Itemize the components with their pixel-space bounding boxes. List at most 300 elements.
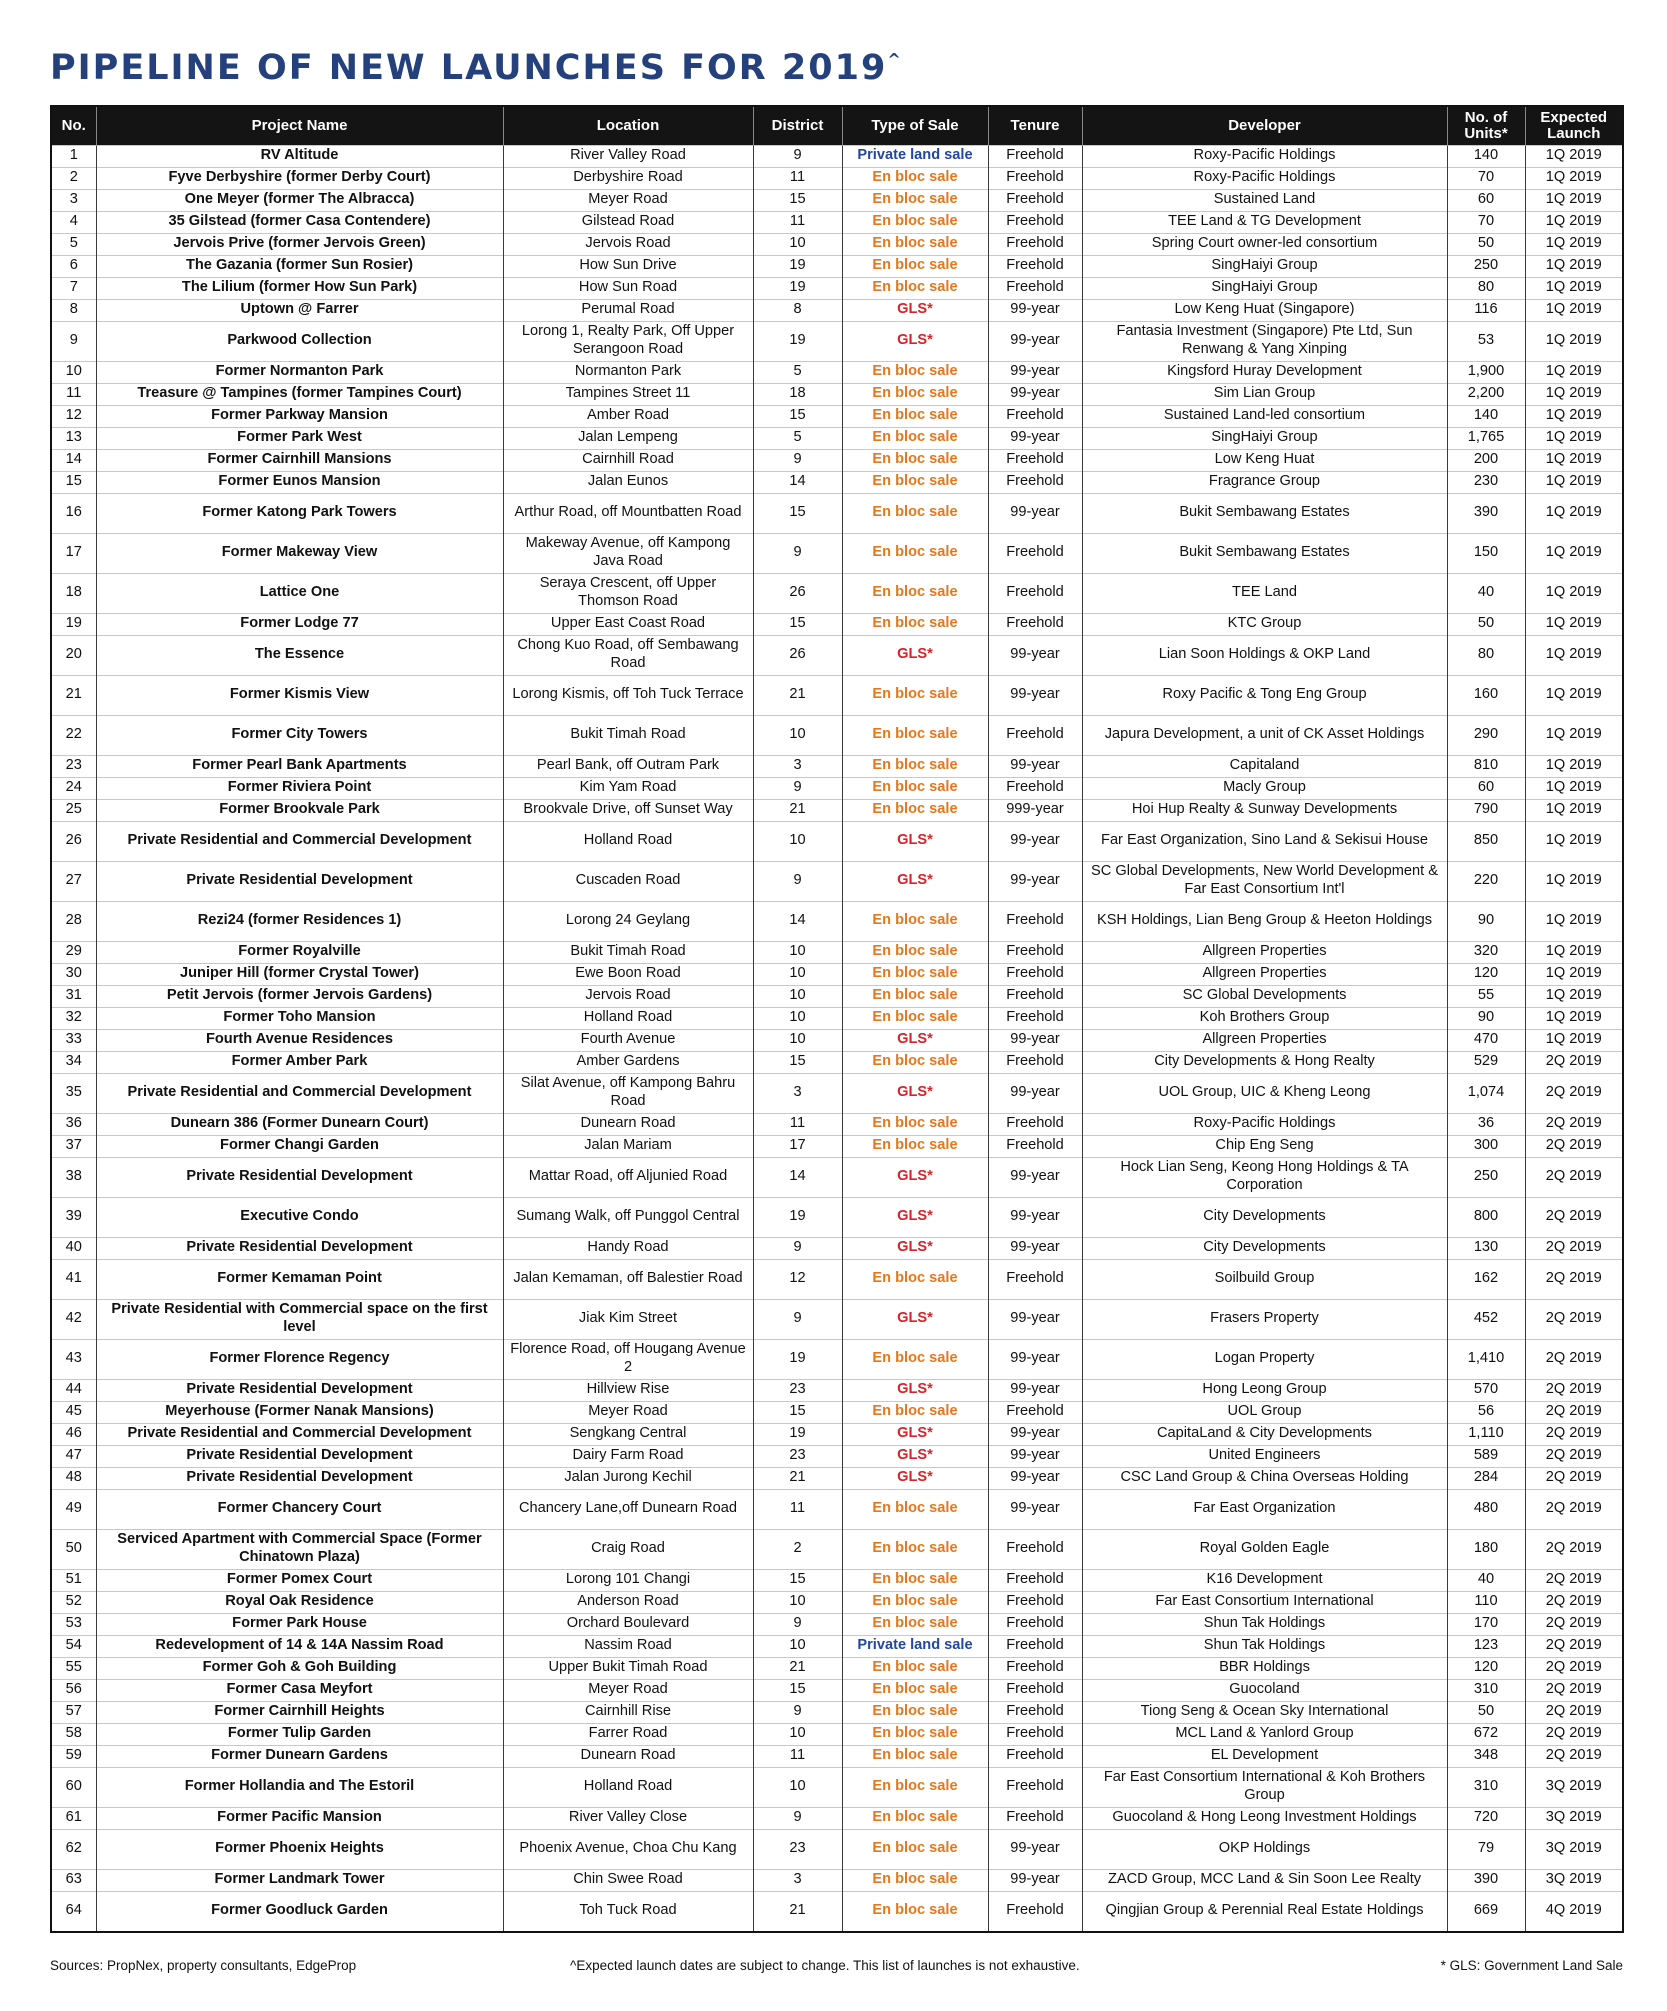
- cell-units: 36: [1447, 1113, 1525, 1135]
- cell-type-of-sale: En bloc sale: [842, 167, 988, 189]
- cell-expected-launch: 2Q 2019: [1525, 1339, 1622, 1379]
- cell-project-name: Dunearn 386 (Former Dunearn Court): [96, 1113, 503, 1135]
- cell-location: Kim Yam Road: [503, 777, 753, 799]
- cell-location: Holland Road: [503, 1767, 753, 1807]
- cell-project-name: Royal Oak Residence: [96, 1591, 503, 1613]
- table-row: [52, 1157, 1622, 1197]
- cell-type-of-sale: GLS*: [842, 1029, 988, 1051]
- table-row: [52, 189, 1622, 211]
- cell-no: 19: [52, 613, 96, 635]
- cell-project-name: Fyve Derbyshire (former Derby Court): [96, 167, 503, 189]
- cell-developer: Roxy-Pacific Holdings: [1082, 167, 1447, 189]
- cell-no: 61: [52, 1807, 96, 1829]
- cell-type-of-sale: En bloc sale: [842, 985, 988, 1007]
- cell-developer: Sim Lian Group: [1082, 383, 1447, 405]
- cell-tenure: 99-year: [988, 299, 1082, 321]
- cell-expected-launch: 1Q 2019: [1525, 471, 1622, 493]
- cell-project-name: Former Pomex Court: [96, 1569, 503, 1591]
- cell-type-of-sale: En bloc sale: [842, 675, 988, 715]
- cell-type-of-sale: En bloc sale: [842, 1339, 988, 1379]
- cell-developer: SingHaiyi Group: [1082, 255, 1447, 277]
- cell-developer: City Developments & Hong Realty: [1082, 1051, 1447, 1073]
- cell-units: 162: [1447, 1259, 1525, 1299]
- cell-location: Cuscaden Road: [503, 861, 753, 901]
- cell-units: 850: [1447, 821, 1525, 861]
- cell-no: 39: [52, 1197, 96, 1237]
- cell-location: Lorong Kismis, off Toh Tuck Terrace: [503, 675, 753, 715]
- cell-tenure: 99-year: [988, 361, 1082, 383]
- cell-expected-launch: 1Q 2019: [1525, 299, 1622, 321]
- cell-expected-launch: 2Q 2019: [1525, 1635, 1622, 1657]
- table-row: [52, 321, 1622, 361]
- cell-tenure: Freehold: [988, 1723, 1082, 1745]
- cell-developer: Chip Eng Seng: [1082, 1135, 1447, 1157]
- cell-location: Sumang Walk, off Punggol Central: [503, 1197, 753, 1237]
- cell-developer: Capitaland: [1082, 755, 1447, 777]
- cell-district: 10: [753, 963, 842, 985]
- cell-developer: SingHaiyi Group: [1082, 277, 1447, 299]
- cell-tenure: 99-year: [988, 1869, 1082, 1891]
- cell-type-of-sale: En bloc sale: [842, 471, 988, 493]
- cell-units: 1,765: [1447, 427, 1525, 449]
- cell-no: 47: [52, 1445, 96, 1467]
- footer-sources: Sources: PropNex, property consultants, EdgeProp: [50, 1958, 357, 1973]
- cell-expected-launch: 2Q 2019: [1525, 1569, 1622, 1591]
- cell-developer: Soilbuild Group: [1082, 1259, 1447, 1299]
- cell-units: 70: [1447, 167, 1525, 189]
- cell-location: Jervois Road: [503, 233, 753, 255]
- cell-expected-launch: 1Q 2019: [1525, 255, 1622, 277]
- cell-project-name: Former Toho Mansion: [96, 1007, 503, 1029]
- cell-district: 3: [753, 1073, 842, 1113]
- cell-no: 31: [52, 985, 96, 1007]
- cell-type-of-sale: En bloc sale: [842, 1007, 988, 1029]
- cell-type-of-sale: En bloc sale: [842, 963, 988, 985]
- cell-tenure: Freehold: [988, 1529, 1082, 1569]
- page-title: PIPELINE OF NEW LAUNCHES FOR 2019^: [50, 48, 903, 88]
- cell-expected-launch: 3Q 2019: [1525, 1767, 1622, 1807]
- cell-district: 11: [753, 167, 842, 189]
- header-units: No. of Units*: [1447, 107, 1525, 145]
- cell-expected-launch: 2Q 2019: [1525, 1135, 1622, 1157]
- cell-project-name: Former Park House: [96, 1613, 503, 1635]
- cell-units: 529: [1447, 1051, 1525, 1073]
- cell-location: Florence Road, off Hougang Avenue 2: [503, 1339, 753, 1379]
- cell-units: 672: [1447, 1723, 1525, 1745]
- table-row: [52, 1701, 1622, 1723]
- cell-units: 390: [1447, 1869, 1525, 1891]
- cell-tenure: Freehold: [988, 715, 1082, 755]
- cell-expected-launch: 1Q 2019: [1525, 715, 1622, 755]
- cell-location: Jalan Lempeng: [503, 427, 753, 449]
- table-row: [52, 405, 1622, 427]
- cell-developer: CapitaLand & City Developments: [1082, 1423, 1447, 1445]
- table-row: [52, 145, 1622, 167]
- cell-district: 9: [753, 861, 842, 901]
- table-row: [52, 613, 1622, 635]
- cell-type-of-sale: En bloc sale: [842, 1767, 988, 1807]
- cell-developer: BBR Holdings: [1082, 1657, 1447, 1679]
- cell-type-of-sale: En bloc sale: [842, 533, 988, 573]
- cell-location: Lorong 1, Realty Park, Off Upper Serangoon Road: [503, 321, 753, 361]
- table-row: [52, 1401, 1622, 1423]
- cell-district: 2: [753, 1529, 842, 1569]
- cell-units: 810: [1447, 755, 1525, 777]
- cell-no: 7: [52, 277, 96, 299]
- cell-type-of-sale: GLS*: [842, 1157, 988, 1197]
- cell-no: 44: [52, 1379, 96, 1401]
- cell-project-name: Fourth Avenue Residences: [96, 1029, 503, 1051]
- cell-type-of-sale: En bloc sale: [842, 277, 988, 299]
- cell-no: 35: [52, 1073, 96, 1113]
- cell-tenure: 99-year: [988, 1445, 1082, 1467]
- cell-project-name: Private Residential Development: [96, 861, 503, 901]
- cell-expected-launch: 2Q 2019: [1525, 1467, 1622, 1489]
- cell-units: 56: [1447, 1401, 1525, 1423]
- cell-location: Toh Tuck Road: [503, 1891, 753, 1931]
- cell-developer: EL Development: [1082, 1745, 1447, 1767]
- cell-project-name: Former Amber Park: [96, 1051, 503, 1073]
- cell-units: 150: [1447, 533, 1525, 573]
- table-row: [52, 1723, 1622, 1745]
- cell-project-name: Former Cairnhill Heights: [96, 1701, 503, 1723]
- cell-tenure: 99-year: [988, 1467, 1082, 1489]
- cell-location: Amber Road: [503, 405, 753, 427]
- cell-district: 19: [753, 277, 842, 299]
- cell-type-of-sale: En bloc sale: [842, 493, 988, 533]
- cell-location: Cairnhill Rise: [503, 1701, 753, 1723]
- cell-tenure: Freehold: [988, 145, 1082, 167]
- cell-developer: OKP Holdings: [1082, 1829, 1447, 1869]
- cell-type-of-sale: GLS*: [842, 1237, 988, 1259]
- cell-location: Derbyshire Road: [503, 167, 753, 189]
- cell-expected-launch: 1Q 2019: [1525, 145, 1622, 167]
- cell-developer: Far East Consortium International & Koh Brothers Group: [1082, 1767, 1447, 1807]
- cell-project-name: Former Dunearn Gardens: [96, 1745, 503, 1767]
- cell-developer: United Engineers: [1082, 1445, 1447, 1467]
- cell-expected-launch: 2Q 2019: [1525, 1701, 1622, 1723]
- cell-no: 2: [52, 167, 96, 189]
- cell-district: 10: [753, 821, 842, 861]
- table-row: [52, 471, 1622, 493]
- header-project-name: Project Name: [96, 107, 503, 145]
- cell-tenure: 99-year: [988, 1157, 1082, 1197]
- cell-developer: KSH Holdings, Lian Beng Group & Heeton Holdings: [1082, 901, 1447, 941]
- cell-district: 23: [753, 1829, 842, 1869]
- cell-no: 10: [52, 361, 96, 383]
- cell-developer: Far East Organization: [1082, 1489, 1447, 1529]
- cell-no: 14: [52, 449, 96, 471]
- cell-location: Sengkang Central: [503, 1423, 753, 1445]
- cell-tenure: 99-year: [988, 1237, 1082, 1259]
- cell-project-name: Former Hollandia and The Estoril: [96, 1767, 503, 1807]
- cell-no: 17: [52, 533, 96, 573]
- cell-units: 250: [1447, 1157, 1525, 1197]
- table-row: [52, 1891, 1622, 1931]
- cell-district: 15: [753, 405, 842, 427]
- cell-expected-launch: 1Q 2019: [1525, 449, 1622, 471]
- cell-no: 51: [52, 1569, 96, 1591]
- cell-no: 64: [52, 1891, 96, 1931]
- cell-location: Seraya Crescent, off Upper Thomson Road: [503, 573, 753, 613]
- cell-no: 9: [52, 321, 96, 361]
- cell-expected-launch: 1Q 2019: [1525, 233, 1622, 255]
- cell-units: 123: [1447, 1635, 1525, 1657]
- cell-tenure: Freehold: [988, 1613, 1082, 1635]
- cell-district: 10: [753, 1029, 842, 1051]
- header-district: District: [753, 107, 842, 145]
- cell-type-of-sale: GLS*: [842, 1197, 988, 1237]
- cell-tenure: 99-year: [988, 1029, 1082, 1051]
- cell-location: Phoenix Avenue, Choa Chu Kang: [503, 1829, 753, 1869]
- cell-tenure: 99-year: [988, 1489, 1082, 1529]
- cell-district: 11: [753, 1113, 842, 1135]
- cell-units: 589: [1447, 1445, 1525, 1467]
- cell-tenure: 99-year: [988, 821, 1082, 861]
- cell-district: 10: [753, 941, 842, 963]
- cell-units: 790: [1447, 799, 1525, 821]
- cell-developer: Low Keng Huat: [1082, 449, 1447, 471]
- cell-location: Jiak Kim Street: [503, 1299, 753, 1339]
- cell-expected-launch: 1Q 2019: [1525, 321, 1622, 361]
- cell-developer: Allgreen Properties: [1082, 963, 1447, 985]
- cell-type-of-sale: En bloc sale: [842, 613, 988, 635]
- cell-location: Chong Kuo Road, off Sembawang Road: [503, 635, 753, 675]
- cell-type-of-sale: En bloc sale: [842, 1051, 988, 1073]
- cell-expected-launch: 1Q 2019: [1525, 211, 1622, 233]
- cell-units: 55: [1447, 985, 1525, 1007]
- cell-tenure: Freehold: [988, 963, 1082, 985]
- cell-location: Ewe Boon Road: [503, 963, 753, 985]
- cell-tenure: Freehold: [988, 573, 1082, 613]
- cell-units: 300: [1447, 1135, 1525, 1157]
- cell-expected-launch: 2Q 2019: [1525, 1299, 1622, 1339]
- cell-units: 40: [1447, 573, 1525, 613]
- cell-units: 310: [1447, 1679, 1525, 1701]
- cell-expected-launch: 1Q 2019: [1525, 821, 1622, 861]
- cell-units: 110: [1447, 1591, 1525, 1613]
- cell-type-of-sale: En bloc sale: [842, 1679, 988, 1701]
- cell-developer: Allgreen Properties: [1082, 1029, 1447, 1051]
- header-developer: Developer: [1082, 107, 1447, 145]
- cell-developer: TEE Land & TG Development: [1082, 211, 1447, 233]
- cell-project-name: Private Residential and Commercial Development: [96, 1073, 503, 1113]
- cell-no: 53: [52, 1613, 96, 1635]
- cell-no: 22: [52, 715, 96, 755]
- cell-units: 120: [1447, 963, 1525, 985]
- cell-project-name: Former Landmark Tower: [96, 1869, 503, 1891]
- cell-district: 21: [753, 799, 842, 821]
- cell-units: 140: [1447, 145, 1525, 167]
- cell-expected-launch: 2Q 2019: [1525, 1401, 1622, 1423]
- cell-district: 15: [753, 613, 842, 635]
- cell-expected-launch: 1Q 2019: [1525, 755, 1622, 777]
- cell-no: 36: [52, 1113, 96, 1135]
- table-row: [52, 963, 1622, 985]
- cell-developer: Qingjian Group & Perennial Real Estate Holdings: [1082, 1891, 1447, 1931]
- cell-project-name: 35 Gilstead (former Casa Contendere): [96, 211, 503, 233]
- cell-tenure: 99-year: [988, 1379, 1082, 1401]
- cell-units: 60: [1447, 777, 1525, 799]
- cell-developer: City Developments: [1082, 1197, 1447, 1237]
- cell-type-of-sale: En bloc sale: [842, 1113, 988, 1135]
- cell-location: Upper Bukit Timah Road: [503, 1657, 753, 1679]
- cell-units: 320: [1447, 941, 1525, 963]
- cell-district: 15: [753, 189, 842, 211]
- table-body: [52, 145, 1622, 1931]
- cell-project-name: Serviced Apartment with Commercial Space (Former Chinatown Plaza): [96, 1529, 503, 1569]
- cell-type-of-sale: En bloc sale: [842, 1657, 988, 1679]
- cell-project-name: Former Kismis View: [96, 675, 503, 715]
- cell-district: 9: [753, 1613, 842, 1635]
- cell-type-of-sale: En bloc sale: [842, 383, 988, 405]
- cell-location: Holland Road: [503, 821, 753, 861]
- cell-expected-launch: 2Q 2019: [1525, 1379, 1622, 1401]
- cell-units: 250: [1447, 255, 1525, 277]
- cell-project-name: Former Katong Park Towers: [96, 493, 503, 533]
- table-row: [52, 573, 1622, 613]
- cell-type-of-sale: GLS*: [842, 1073, 988, 1113]
- cell-expected-launch: 1Q 2019: [1525, 941, 1622, 963]
- table-row: [52, 1613, 1622, 1635]
- table-row: [52, 1635, 1622, 1657]
- cell-developer: Allgreen Properties: [1082, 941, 1447, 963]
- cell-units: 79: [1447, 1829, 1525, 1869]
- table-row: [52, 1807, 1622, 1829]
- cell-type-of-sale: En bloc sale: [842, 1807, 988, 1829]
- cell-developer: Japura Development, a unit of CK Asset Holdings: [1082, 715, 1447, 755]
- cell-developer: Far East Organization, Sino Land & Sekisui House: [1082, 821, 1447, 861]
- table-row: [52, 1237, 1622, 1259]
- cell-units: 50: [1447, 613, 1525, 635]
- cell-location: River Valley Road: [503, 145, 753, 167]
- cell-project-name: The Essence: [96, 635, 503, 675]
- cell-location: Brookvale Drive, off Sunset Way: [503, 799, 753, 821]
- cell-developer: Logan Property: [1082, 1339, 1447, 1379]
- cell-project-name: Former Casa Meyfort: [96, 1679, 503, 1701]
- cell-type-of-sale: Private land sale: [842, 1635, 988, 1657]
- cell-developer: Koh Brothers Group: [1082, 1007, 1447, 1029]
- cell-tenure: Freehold: [988, 1635, 1082, 1657]
- cell-location: Chin Swee Road: [503, 1869, 753, 1891]
- cell-location: Meyer Road: [503, 1679, 753, 1701]
- cell-units: 452: [1447, 1299, 1525, 1339]
- cell-location: Normanton Park: [503, 361, 753, 383]
- cell-project-name: Redevelopment of 14 & 14A Nassim Road: [96, 1635, 503, 1657]
- cell-type-of-sale: En bloc sale: [842, 1259, 988, 1299]
- cell-location: Gilstead Road: [503, 211, 753, 233]
- table-row: [52, 427, 1622, 449]
- cell-units: 1,074: [1447, 1073, 1525, 1113]
- cell-no: 26: [52, 821, 96, 861]
- cell-no: 8: [52, 299, 96, 321]
- table-header-row: [52, 107, 1622, 145]
- cell-location: Dunearn Road: [503, 1113, 753, 1135]
- cell-type-of-sale: En bloc sale: [842, 573, 988, 613]
- cell-no: 6: [52, 255, 96, 277]
- cell-developer: KTC Group: [1082, 613, 1447, 635]
- table-row: [52, 1467, 1622, 1489]
- cell-tenure: Freehold: [988, 1401, 1082, 1423]
- cell-location: Upper East Coast Road: [503, 613, 753, 635]
- cell-expected-launch: 1Q 2019: [1525, 635, 1622, 675]
- table-row: [52, 449, 1622, 471]
- cell-location: Jervois Road: [503, 985, 753, 1007]
- cell-tenure: Freehold: [988, 1591, 1082, 1613]
- cell-developer: Spring Court owner-led consortium: [1082, 233, 1447, 255]
- cell-expected-launch: 2Q 2019: [1525, 1051, 1622, 1073]
- cell-developer: MCL Land & Yanlord Group: [1082, 1723, 1447, 1745]
- cell-expected-launch: 2Q 2019: [1525, 1157, 1622, 1197]
- cell-no: 4: [52, 211, 96, 233]
- cell-project-name: RV Altitude: [96, 145, 503, 167]
- table-row: [52, 493, 1622, 533]
- cell-expected-launch: 2Q 2019: [1525, 1197, 1622, 1237]
- cell-district: 14: [753, 901, 842, 941]
- header-location: Location: [503, 107, 753, 145]
- cell-location: Fourth Avenue: [503, 1029, 753, 1051]
- cell-developer: CSC Land Group & China Overseas Holding: [1082, 1467, 1447, 1489]
- cell-district: 21: [753, 1657, 842, 1679]
- cell-units: 90: [1447, 901, 1525, 941]
- table-row: [52, 1299, 1622, 1339]
- cell-district: 14: [753, 1157, 842, 1197]
- cell-units: 70: [1447, 211, 1525, 233]
- cell-developer: Kingsford Huray Development: [1082, 361, 1447, 383]
- cell-type-of-sale: En bloc sale: [842, 405, 988, 427]
- table-row: [52, 1073, 1622, 1113]
- cell-location: Orchard Boulevard: [503, 1613, 753, 1635]
- cell-tenure: Freehold: [988, 901, 1082, 941]
- cell-units: 80: [1447, 277, 1525, 299]
- cell-project-name: Former Pearl Bank Apartments: [96, 755, 503, 777]
- cell-developer: City Developments: [1082, 1237, 1447, 1259]
- cell-project-name: Jervois Prive (former Jervois Green): [96, 233, 503, 255]
- cell-type-of-sale: En bloc sale: [842, 755, 988, 777]
- cell-district: 14: [753, 471, 842, 493]
- cell-units: 720: [1447, 1807, 1525, 1829]
- cell-type-of-sale: GLS*: [842, 299, 988, 321]
- cell-expected-launch: 2Q 2019: [1525, 1529, 1622, 1569]
- cell-district: 10: [753, 233, 842, 255]
- cell-project-name: Former Kemaman Point: [96, 1259, 503, 1299]
- cell-units: 50: [1447, 1701, 1525, 1723]
- cell-no: 15: [52, 471, 96, 493]
- cell-tenure: Freehold: [988, 985, 1082, 1007]
- cell-expected-launch: 2Q 2019: [1525, 1591, 1622, 1613]
- cell-expected-launch: 1Q 2019: [1525, 799, 1622, 821]
- cell-tenure: 99-year: [988, 1073, 1082, 1113]
- cell-district: 21: [753, 1467, 842, 1489]
- cell-units: 290: [1447, 715, 1525, 755]
- cell-tenure: Freehold: [988, 1051, 1082, 1073]
- table-row: [52, 383, 1622, 405]
- cell-project-name: Private Residential Development: [96, 1467, 503, 1489]
- cell-location: Jalan Kemaman, off Balestier Road: [503, 1259, 753, 1299]
- cell-expected-launch: 1Q 2019: [1525, 901, 1622, 941]
- cell-type-of-sale: En bloc sale: [842, 1723, 988, 1745]
- cell-location: How Sun Drive: [503, 255, 753, 277]
- cell-tenure: Freehold: [988, 1807, 1082, 1829]
- table-row: [52, 299, 1622, 321]
- cell-expected-launch: 2Q 2019: [1525, 1723, 1622, 1745]
- cell-developer: Hock Lian Seng, Keong Hong Holdings & TA Corporation: [1082, 1157, 1447, 1197]
- cell-units: 160: [1447, 675, 1525, 715]
- cell-units: 2,200: [1447, 383, 1525, 405]
- cell-units: 200: [1447, 449, 1525, 471]
- cell-type-of-sale: GLS*: [842, 635, 988, 675]
- cell-project-name: Former Tulip Garden: [96, 1723, 503, 1745]
